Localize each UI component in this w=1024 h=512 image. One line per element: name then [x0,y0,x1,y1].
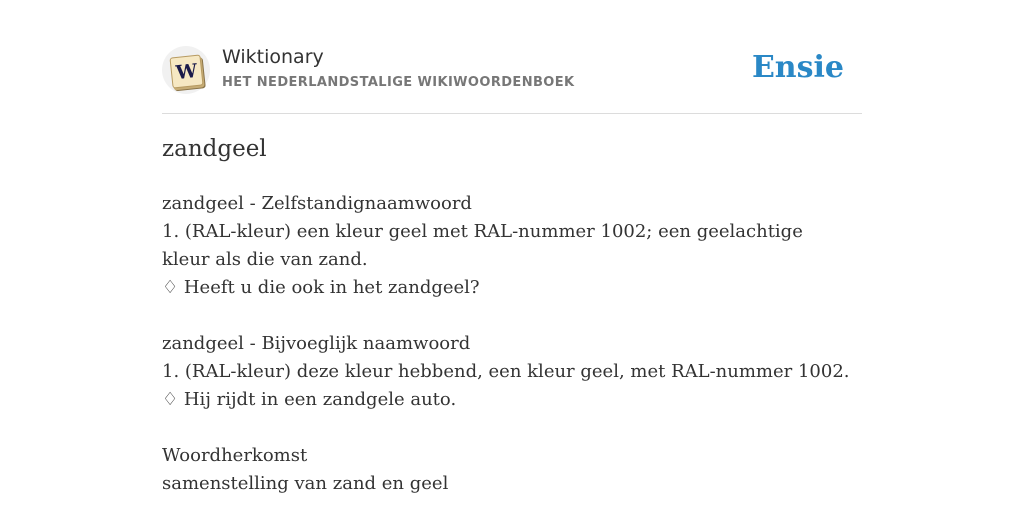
ensie-logo[interactable]: Ensie [751,50,844,85]
etymology-text: samenstelling van zand en geel [162,473,449,494]
definition-text: 1. (RAL-kleur) deze kleur hebbend, een kleur geel, met RAL-nummer 1002. [162,361,850,382]
definition-section [162,190,852,302]
term-title: zandgeel [162,136,267,162]
site-title[interactable]: Wiktionary [222,46,324,68]
definition-text: 1. (RAL-kleur) een kleur geel met RAL-nummer 1002; een geelachtige kleur als die van zand. [162,221,803,270]
definition-section [162,330,852,414]
logo-tile-icon: W [169,54,203,88]
etymology-section [162,442,852,498]
etymology-heading: Woordherkomst [162,445,308,466]
section-heading: zandgeel - Zelfstandignaamwoord [162,193,472,214]
example-text: ♢ Hij rijdt in een zandgele auto. [162,389,457,410]
section-heading: zandgeel - Bijvoeglijk naamwoord [162,333,471,354]
site-subtitle: HET NEDERLANDSTALIGE WIKIWOORDENBOEK [222,75,575,90]
example-text: ♢ Heeft u die ook in het zandgeel? [162,277,480,298]
site-header [162,44,862,114]
definition-body [162,190,852,512]
wiktionary-logo[interactable] [162,46,210,94]
